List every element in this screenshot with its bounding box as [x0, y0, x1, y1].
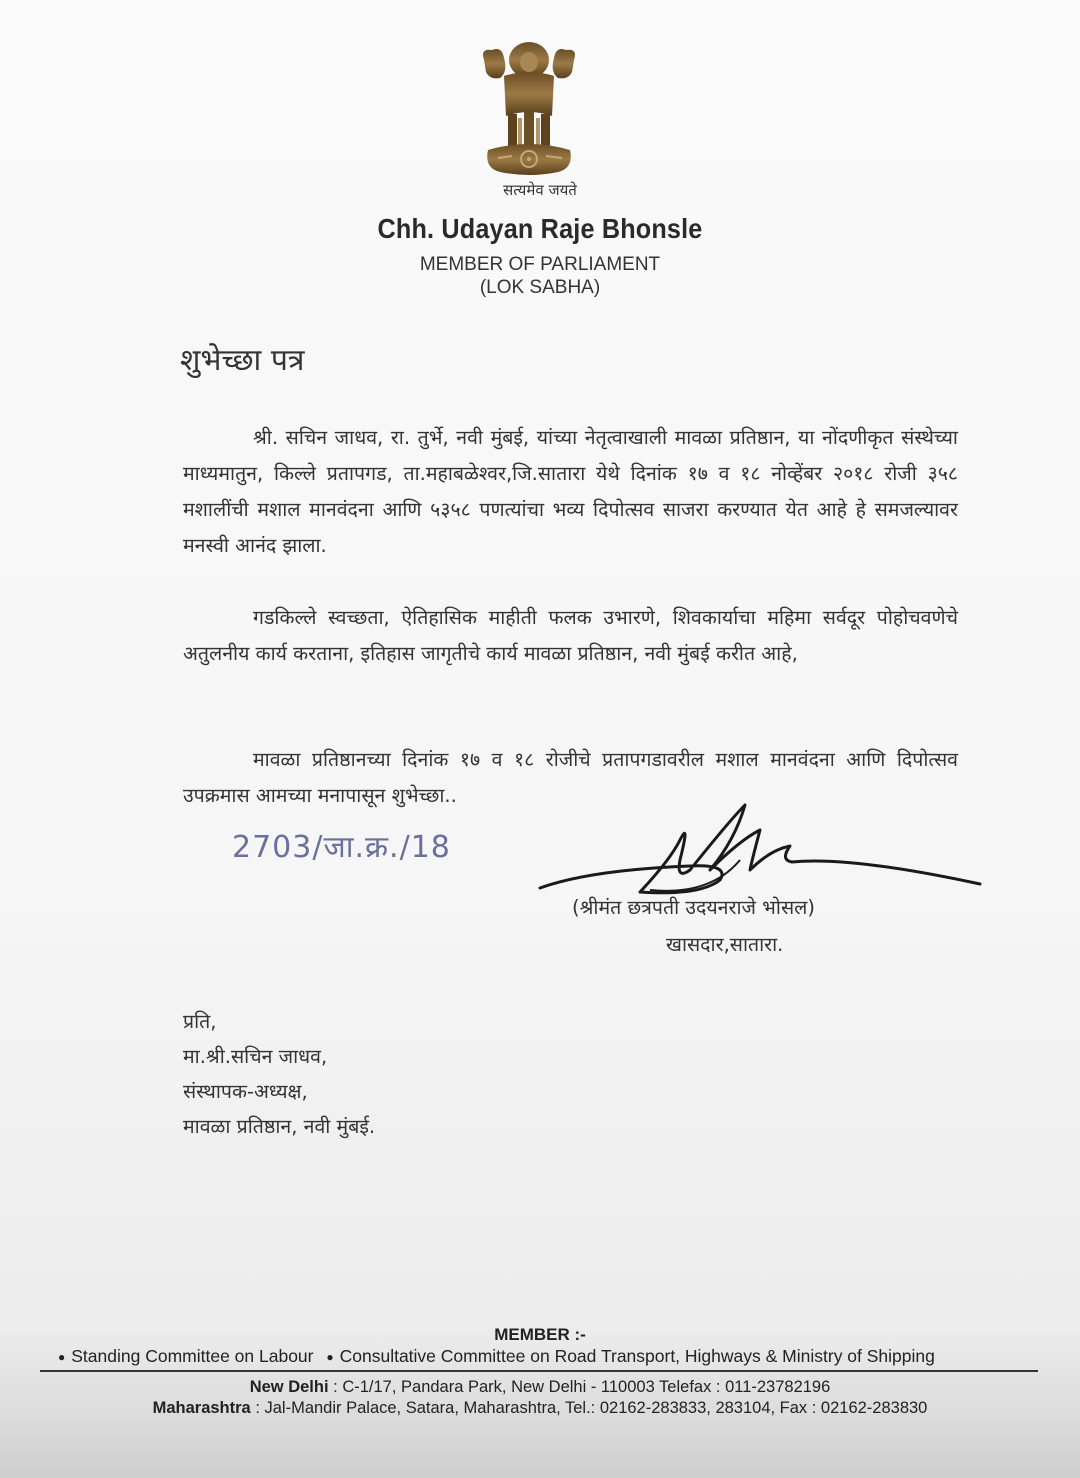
- paragraph-text: श्री. सचिन जाधव, रा. तुर्भे, नवी मुंबई, यांच्या नेतृत्वाखाली मावळा प्रतिष्ठान, या नोंदणीकृत संस्थेच्या माध्यमातुन, किल्ले प्रतापगड, ता.महाबळेश्वर,जि.सातारा येथे दिनांक १७ व १८ नोव्हेंबर २०१८ रोजी ३५८ मशालींची मशाल मानवंदना आणि ५३५८ पणत्यांचा भव्य दिपोत्सव साजरा करण्यात येत आहे हे समजल्यावर मनस्वी आनंद झाला.: [183, 426, 958, 557]
- footer-member-label: MEMBER :-: [494, 1325, 586, 1344]
- address-text: : Jal-Mandir Palace, Satara, Maharashtra, Tel.: 02162-283833, 283104, Fax : 02162-283830: [250, 1399, 928, 1417]
- address-label: New Delhi: [249, 1378, 329, 1396]
- recipient-block: [183, 1004, 375, 1144]
- recipient-line: मा.श्री.सचिन जाधव,: [183, 1045, 328, 1068]
- sender-designation: MEMBER OF PARLIAMENT: [419, 254, 661, 275]
- bullet-icon: ●: [58, 1350, 66, 1365]
- sender-name: Chh. Udayan Raje Bhonsle: [377, 213, 703, 244]
- handwritten-reference-number: 2703/जा.क्र./18: [232, 830, 451, 865]
- recipient-line: संस्थापक-अध्यक्ष,: [183, 1080, 308, 1103]
- footer-address-delhi: [0, 1378, 1080, 1397]
- footer-committees: [58, 1346, 1038, 1367]
- national-emblem-icon: [478, 38, 580, 178]
- signer-name: (श्रीमंत छत्रपती उदयनराजे भोसल): [572, 896, 815, 919]
- letter-heading: शुभेच्छा पत्र: [180, 343, 305, 378]
- address-text: : C-1/17, Pandara Park, New Delhi - 110003 Telefax : 011-23782196: [328, 1378, 831, 1396]
- committee-item: Standing Committee on Labour: [71, 1346, 314, 1366]
- recipient-line: प्रति,: [183, 1010, 217, 1033]
- committee-item: Consultative Committee on Road Transport, Highways & Ministry of Shipping: [339, 1346, 935, 1366]
- address-label: Maharashtra: [152, 1399, 251, 1417]
- emblem-motto: सत्यमेव जयते: [503, 181, 577, 199]
- signer-title: खासदार,सातारा.: [666, 933, 784, 956]
- bullet-icon: ●: [326, 1350, 334, 1365]
- signature-icon: [530, 800, 990, 900]
- letter-paragraph-1: [183, 420, 958, 564]
- footer-address-maharashtra: [0, 1399, 1080, 1418]
- recipient-line: मावळा प्रतिष्ठान, नवी मुंबई.: [183, 1115, 376, 1138]
- footer-divider: [40, 1370, 1038, 1372]
- paragraph-text: मावळा प्रतिष्ठानच्या दिनांक १७ व १८ रोजीचे प्रतापगडावरील मशाल मानवंदना आणि दिपोत्सव उपक्रमास आमच्या मनापासून शुभेच्छा..: [183, 748, 958, 807]
- paragraph-text: गडकिल्ले स्वच्छता, ऐतिहासिक माहीती फलक उभारणे, शिवकार्याचा महिमा सर्वदूर पोहोचवणेचे अतुलनीय कार्य करताना, इतिहास जागृतीचे कार्य मावळा प्रतिष्ठान, नवी मुंबई करीत आहे,: [183, 606, 958, 665]
- sender-house: (LOK SABHA): [479, 277, 601, 298]
- letter-paragraph-2: [183, 600, 958, 672]
